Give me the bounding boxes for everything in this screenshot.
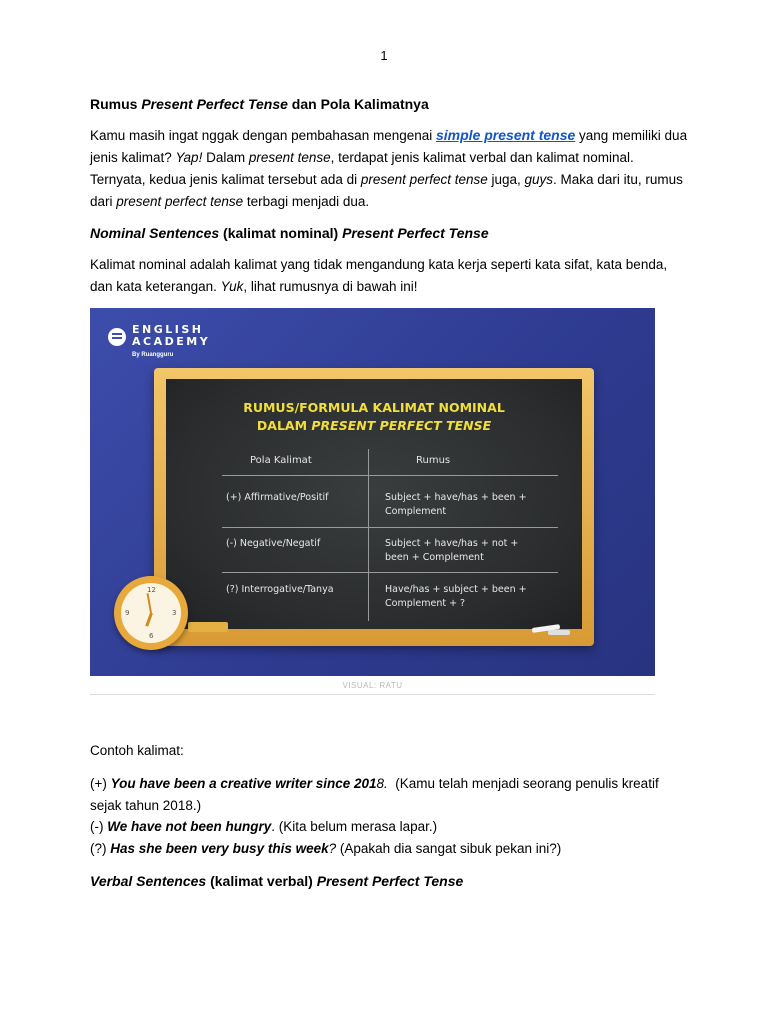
heading-text: (kalimat nominal) (219, 225, 343, 241)
heading-text-italic: Verbal Sentences (90, 873, 207, 889)
heading-text-italic: Nominal Sentences (90, 225, 220, 241)
paragraph-text: Kamu masih ingat nggak dengan pembahasan mengenai (90, 128, 436, 143)
paragraph-text: yang memiliki dua jenis kalimat? (90, 128, 688, 165)
paragraph-italic: present tense (248, 150, 331, 165)
clock-number: 6 (149, 632, 154, 640)
heading-text-italic: Present Perfect Tense (342, 225, 489, 241)
paragraph-italic: Yuk (220, 279, 244, 294)
board-title-line2b: PRESENT PERFECT TENSE (311, 418, 492, 433)
eraser-icon (188, 622, 228, 632)
intro-paragraph (90, 124, 690, 213)
paragraph-text: juga, (487, 172, 525, 187)
rumus-cell: Subject + have/has + not + been + Complement (385, 538, 519, 563)
example-negative (90, 816, 690, 838)
heading-text: (kalimat verbal) (206, 873, 317, 889)
clock-hand (145, 612, 153, 626)
board-title (166, 399, 582, 435)
example-sentence: We have not been hungry (107, 819, 272, 834)
chalkboard (166, 379, 582, 629)
example-translation: (Apakah dia sangat sibuk pekan ini?) (336, 841, 562, 856)
clock-hand (147, 593, 152, 613)
logo-line1: ENGLISH (132, 323, 204, 336)
pola-cell: (-) Negative/Negatif (226, 538, 321, 549)
section-heading-rumus (90, 93, 690, 115)
example-prefix: (?) (90, 841, 111, 856)
example-affirmative (90, 773, 690, 817)
paragraph-italic: present perfect tense (116, 194, 244, 209)
paragraph-italic: present perfect tense (360, 172, 488, 187)
paragraph-text: terbagi menjadi dua. (243, 194, 370, 209)
paragraph-text: Dalam (202, 150, 249, 165)
table-divider-horizontal (222, 475, 558, 476)
heading-text-italic: Present Perfect Tense (316, 873, 464, 889)
paragraph-text: , terdapat jenis kalimat verbal dan kalimat nominal. Ternyata, kedua jenis kalimat tersebut ada di (90, 150, 634, 187)
rumus-cell: Subject + have/has + been + Complement (385, 492, 527, 517)
clock-number: 3 (172, 609, 177, 617)
page-number: 1 (380, 48, 388, 63)
example-sentence: You have been a creative writer since 201 (110, 776, 377, 791)
caption-divider (90, 694, 655, 695)
chat-bubble-icon (108, 328, 126, 346)
section-heading-nominal (90, 222, 690, 244)
chalkboard-frame (154, 368, 594, 646)
chalk-icon (548, 630, 570, 635)
table-divider-horizontal (222, 527, 558, 528)
example-tail: . (271, 819, 276, 834)
example-sentence: Has she been very busy this week (110, 841, 329, 856)
example-prefix: (+) (90, 776, 111, 791)
section-heading-verbal (90, 870, 690, 892)
simple-present-tense-link[interactable]: simple present tense (436, 127, 576, 143)
heading-text: Rumus (90, 96, 142, 112)
logo-subtitle: By Ruangguru (132, 352, 174, 358)
example-interrogative (90, 838, 690, 860)
column-header-rumus: Rumus (416, 455, 451, 466)
heading-text-italic: Present Perfect Tense (141, 96, 288, 112)
pola-cell: (?) Interrogative/Tanya (226, 584, 334, 595)
logo-line2: ACADEMY (132, 335, 211, 348)
nominal-paragraph (90, 254, 690, 298)
example-prefix: (-) (90, 819, 108, 834)
example-tail: ? (328, 841, 337, 856)
examples-label: Contoh kalimat: (90, 743, 184, 758)
rumus-cell: Have/has + subject + been + Complement + ? (385, 584, 527, 609)
paragraph-text: Kalimat nominal adalah kalimat yang tidak mengandung kata kerja seperti kata sifat, kata benda, dan kata keterangan. (90, 257, 668, 294)
board-title-line1: RUMUS/FORMULA KALIMAT NOMINAL (243, 400, 505, 415)
example-translation: (Kita belum merasa lapar.) (275, 819, 438, 834)
paragraph-text: , lihat rumusnya di bawah ini! (243, 279, 418, 294)
pola-cell: (+) Affirmative/Positif (226, 492, 329, 503)
paragraph-italic: Yap! (175, 150, 203, 165)
image-caption: VISUAL: RATU (342, 681, 403, 690)
example-translation: (Kamu telah menjadi seorang penulis kreatif sejak tahun 2018.) (90, 776, 663, 813)
clock-number: 12 (147, 586, 156, 594)
clock-number: 9 (125, 609, 130, 617)
clock-icon (114, 576, 188, 650)
example-tail: 8. (376, 776, 388, 791)
table-divider-horizontal (222, 572, 558, 573)
column-header-pola: Pola Kalimat (250, 455, 312, 466)
board-title-line2a: DALAM (256, 418, 312, 433)
formula-infographic (90, 308, 655, 676)
paragraph-italic: guys (524, 172, 554, 187)
paragraph-text: . Maka dari itu, rumus dari (90, 172, 683, 209)
heading-text: dan Pola Kalimatnya (287, 96, 429, 112)
